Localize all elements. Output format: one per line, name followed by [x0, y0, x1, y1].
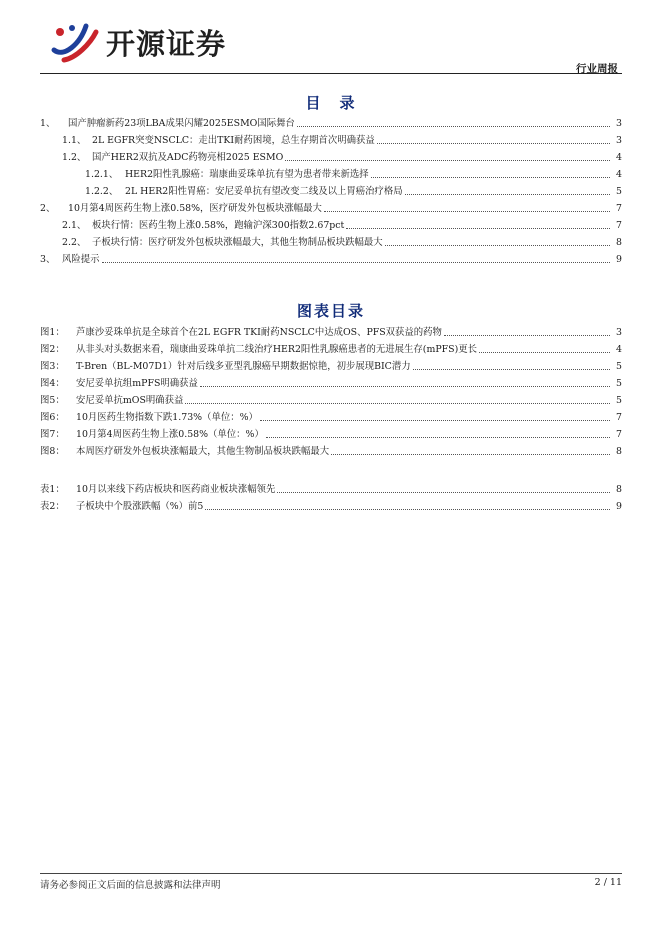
toc-item-number: 1.1、 [62, 135, 87, 146]
leader-dots [413, 360, 610, 370]
figure-item-number: 图4： [40, 378, 65, 389]
toc-item[interactable] [62, 233, 622, 249]
table-item[interactable] [40, 497, 622, 513]
toc-item[interactable] [85, 165, 622, 181]
toc-item-page: 5 [616, 186, 622, 197]
toc-item-number: 1.2.2、 [85, 186, 119, 197]
leader-dots [185, 394, 610, 404]
figure-item-page: 5 [616, 361, 622, 372]
table-item-number: 表1： [40, 484, 65, 495]
figure-item-page: 3 [616, 327, 622, 338]
toc-item-page: 3 [616, 118, 622, 129]
figure-item[interactable] [40, 391, 622, 407]
toc-item[interactable] [40, 114, 622, 130]
toc-item-text: 子板块行情：医疗研发外包板块涨幅最大，其他生物制品板块跌幅最大 [92, 237, 383, 248]
leader-dots [331, 445, 610, 455]
figure-item-page: 5 [616, 378, 622, 389]
header-divider [40, 73, 622, 74]
toc-item-number: 2、 [40, 203, 56, 214]
toc-item[interactable] [62, 148, 622, 164]
toc-item-page: 7 [616, 220, 622, 231]
figure-item[interactable] [40, 408, 622, 424]
toc-item[interactable] [62, 131, 622, 147]
toc-item-text: 国产HER2双抗及ADC药物亮相2025 ESMO [92, 152, 284, 163]
figure-item[interactable] [40, 323, 622, 339]
leader-dots [377, 134, 610, 144]
figure-item-page: 7 [616, 412, 622, 423]
figure-item[interactable] [40, 340, 622, 356]
figure-item-text: 芦康沙妥珠单抗是全球首个在2L EGFR TKI耐药NSCLC中达成OS、PFS双获益的药物 [76, 327, 442, 338]
figure-item-page: 5 [616, 395, 622, 406]
figure-item[interactable] [40, 442, 622, 458]
leader-dots [346, 219, 610, 229]
toc-item[interactable] [62, 216, 622, 232]
table-item-text: 子板块中个股涨跌幅（%）前5 [76, 501, 204, 512]
figure-item-number: 图1： [40, 327, 65, 338]
figure-item-number: 图2： [40, 344, 65, 355]
toc-item-text: 风险提示 [62, 254, 100, 265]
toc-item-page: 9 [616, 254, 622, 265]
figure-item[interactable] [40, 425, 622, 441]
table-item-page: 8 [616, 484, 622, 495]
leader-dots [371, 168, 610, 178]
toc-item-number: 1、 [40, 118, 56, 129]
toc-item-page: 4 [616, 152, 622, 163]
figure-item-number: 图6： [40, 412, 65, 423]
toc-item-text: 2L HER2阳性胃癌：安尼妥单抗有望改变二线及以上胃癌治疗格局 [125, 186, 403, 197]
figure-item-page: 8 [616, 446, 622, 457]
figures-title: 图表目录 [296, 302, 365, 320]
figure-item-number: 图5： [40, 395, 65, 406]
toc-item-number: 3、 [40, 254, 56, 265]
leader-dots [405, 185, 610, 195]
toc-item-page: 8 [616, 237, 622, 248]
figure-item-number: 图7： [40, 429, 65, 440]
toc-item-page: 7 [616, 203, 622, 214]
toc-item-text: 国产肿瘤新药23项LBA成果闪耀2025ESMO国际舞台 [68, 118, 295, 129]
figure-item-page: 4 [616, 344, 622, 355]
figure-item-number: 图3： [40, 361, 65, 372]
leader-dots [266, 428, 610, 438]
figure-item-text: 安尼妥单抗组mPFS明确获益 [76, 378, 198, 389]
leader-dots [324, 202, 610, 212]
toc-item-number: 1.2.1、 [85, 169, 119, 180]
figure-item-text: 安尼妥单抗mOS明确获益 [76, 395, 184, 406]
figure-item[interactable] [40, 374, 622, 390]
leader-dots [285, 151, 610, 161]
leader-dots [277, 483, 610, 493]
figure-item-page: 7 [616, 429, 622, 440]
leader-dots [200, 377, 610, 387]
toc-item-number: 2.2、 [62, 237, 87, 248]
leader-dots [102, 253, 610, 263]
leader-dots [479, 343, 610, 353]
table-item-number: 表2： [40, 501, 65, 512]
leader-dots [260, 411, 610, 421]
figure-item-text: 10月医药生物指数下跌1.73%（单位：%） [76, 412, 258, 423]
company-logo [50, 20, 226, 64]
figure-item-text: 从非头对头数据来看，瑞康曲妥珠单抗二线治疗HER2阳性乳腺癌患者的无进展生存(mPFS)更长 [76, 344, 477, 355]
toc-item-number: 2.1、 [62, 220, 87, 231]
figure-item-text: 本周医疗研发外包板块涨幅最大，其他生物制品板块跌幅最大 [76, 446, 330, 457]
leader-dots [385, 236, 610, 246]
toc-item[interactable] [40, 199, 622, 215]
leader-dots [297, 117, 610, 127]
toc-title: 目 录 [305, 94, 357, 112]
toc-item[interactable] [85, 182, 622, 198]
figure-item-text: 10月第4周医药生物上涨0.58%（单位：%） [76, 429, 264, 440]
toc-item-text: 10月第4周医药生物上涨0.58%，医疗研发外包板块涨幅最大 [68, 203, 322, 214]
footer-divider [40, 873, 622, 874]
toc-item-text: HER2阳性乳腺癌：瑞康曲妥珠单抗有望为患者带来新选择 [125, 169, 369, 180]
figure-item-number: 图8： [40, 446, 65, 457]
toc-item-text: 板块行情：医药生物上涨0.58%，跑输沪深300指数2.67pct [92, 220, 345, 231]
toc-item-page: 4 [616, 169, 622, 180]
kaiyuan-logo-icon [50, 20, 100, 64]
page-header [40, 18, 622, 74]
leader-dots [444, 326, 610, 336]
toc-item-text: 2L EGFR突变NSCLC：走出TKI耐药困境，总生存期首次明确获益 [92, 135, 375, 146]
table-item-page: 9 [616, 501, 622, 512]
footer-disclaimer: 请务必参阅正文后面的信息披露和法律声明 [40, 880, 221, 891]
footer-page-number: 2 / 11 [594, 877, 622, 888]
leader-dots [205, 500, 610, 510]
figure-item-text: T-Bren（BL-M07D1）针对后线多亚型乳腺癌早期数据惊艳，初步展现BIC潜力 [76, 361, 411, 372]
toc-item-page: 3 [616, 135, 622, 146]
company-name: 开源证券 [106, 26, 227, 61]
report-type-label: 行业周报 [576, 63, 618, 75]
table-item[interactable] [40, 480, 622, 496]
toc-item[interactable] [40, 250, 622, 266]
table-item-text: 10月以来线下药店板块和医药商业板块涨幅领先 [76, 484, 276, 495]
figure-item[interactable] [40, 357, 622, 373]
toc-item-number: 1.2、 [62, 152, 87, 163]
